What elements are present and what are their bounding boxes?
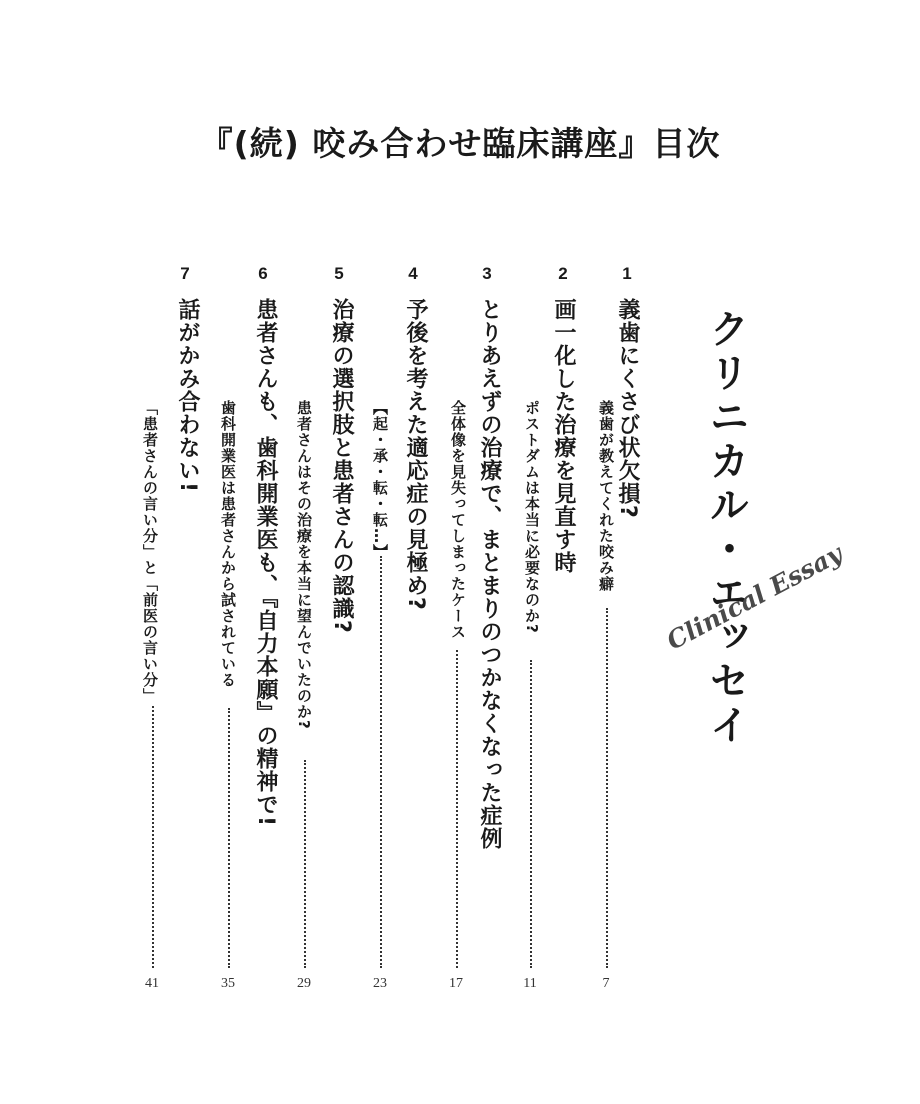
entry-page-number: 7 — [602, 976, 610, 991]
entry-subtitle: ポストダムは本当に必要なのか? — [523, 400, 541, 634]
entry-number: 5 — [334, 264, 344, 283]
entry-page-number: 29 — [297, 976, 311, 991]
section-subheading: Clinical Essay — [662, 538, 848, 656]
entry-page-number: 17 — [449, 976, 463, 991]
entry-title: 話がかみ合わない! — [175, 298, 200, 494]
page-title: 『(続) 咬み合わせ臨床講座』目次 — [199, 124, 721, 163]
entry-title: 義歯にくさび状欠損? — [615, 298, 640, 519]
entry-page-number: 41 — [145, 976, 159, 991]
dot-leader — [530, 660, 532, 968]
entry-title: とりあえずの治療で、まとまりのつかなくなった症例 — [477, 298, 502, 850]
entry-title: 治療の選択肢と患者さんの認識? — [329, 298, 354, 634]
entry-number: 3 — [482, 264, 492, 283]
entry-subtitle: 【起・承・転・転…】 — [371, 400, 389, 560]
entry-subtitle: 義歯が教えてくれた咬み癖 — [597, 400, 615, 592]
entry-page-number: 35 — [221, 976, 235, 991]
entry-number: 1 — [622, 264, 632, 283]
entry-number: 7 — [180, 264, 190, 283]
dot-leader — [152, 706, 154, 968]
entry-subtitle: 全体像を見失ってしまったケース — [449, 400, 467, 640]
entry-subtitle: 患者さんはその治療を本当に望んでいたのか? — [295, 400, 313, 730]
section-heading: クリニカル・エッセイ — [703, 308, 749, 748]
entry-page-number: 11 — [523, 976, 537, 991]
dot-leader — [456, 650, 458, 968]
entry-subtitle: 「患者さんの言い分」と「前医の言い分」 — [141, 400, 159, 704]
entry-page-number: 23 — [373, 976, 387, 991]
dot-leader — [228, 708, 230, 968]
entry-subtitle: 歯科開業医は患者さんから試されている — [219, 400, 237, 688]
entry-number: 4 — [408, 264, 418, 283]
dot-leader — [606, 608, 608, 968]
entry-title: 患者さんも、歯科開業医も、『自力本願』の精神で! — [253, 298, 278, 828]
dot-leader — [380, 556, 382, 968]
entry-title: 画一化した治療を見直す時 — [551, 298, 576, 574]
entry-number: 6 — [258, 264, 268, 283]
dot-leader — [304, 760, 306, 968]
entry-number: 2 — [558, 264, 568, 283]
entry-title: 予後を考えた適応症の見極め? — [403, 298, 428, 611]
